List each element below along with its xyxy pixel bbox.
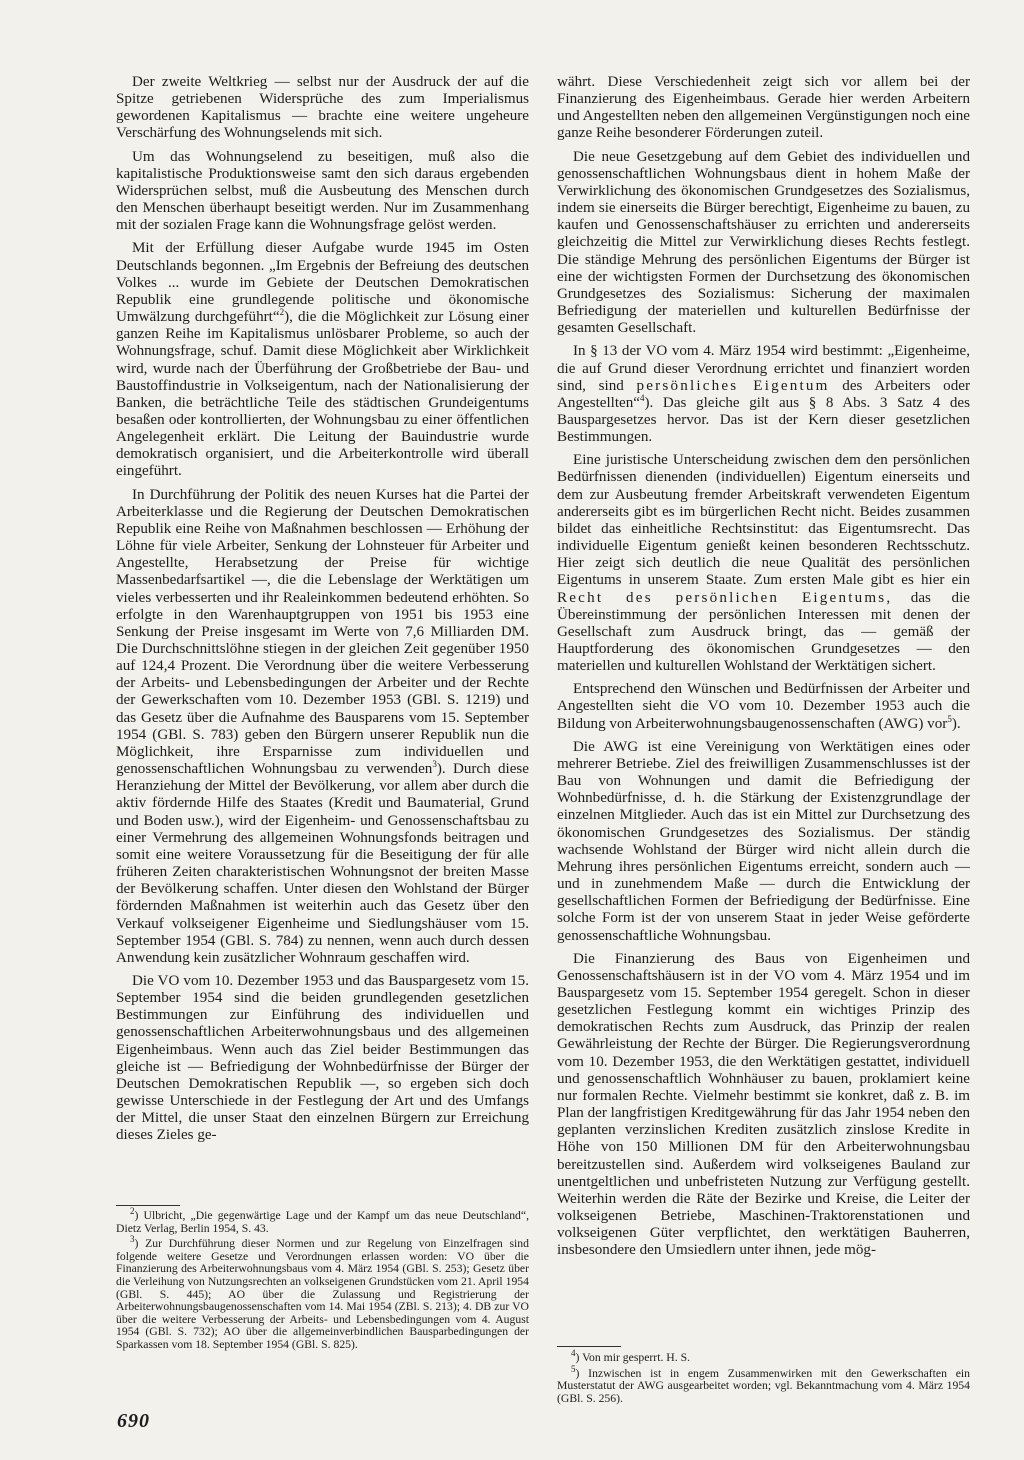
footnote-ref: 3 [432,759,437,770]
right-column [557,74,970,1265]
spaced-emphasis: persönliches Eigentum [636,377,830,394]
paragraph: In § 13 der VO vom 4. März 1954 wird bestimmt: „Eigenheime, die auf Grund dieser Verordnung errichtet und finanziert worden sind, sind persönliches Eigentum des Arbeiters oder Angestellten“$^4$). Das gleiche gilt aus § 8 Abs. 3 Satz 4 des Bauspargesetzes hervor. Das ist der Kern dieser gesetzlichen Bestimmungen. [557,343,971,446]
footnote-ref: 4 [640,392,645,403]
footnote-ref: 5 [947,713,952,724]
page-number: 690 [117,1410,150,1432]
footnote: $^5$) Inzwischen ist in engem Zusammenwirken mit den Gewerkschaften ein Musterstatut der AWG ausgearbeitet worden; vgl. Bekanntmachung vom 4. März 1954 (GBl. S. 256). [557,1363,970,1405]
footnote: $^4$) Von mir gesperrt. H. S. [571,1348,690,1364]
paragraph: Die AWG ist eine Vereinigung von Werktätigen eines oder mehrerer Betriebe. Ziel des freiwilligen Zusammenschlusses ist der Bau von Wohnungen und damit die Befriedigung der Wohnbedürfnisse, d. h. die Stärkung der Existenzgrundlage der einzelnen Mitglieder. Auch das ist ein Mittel zur Durchsetzung des ökonomischen Grundgesetzes des Sozialismus. Der ständig wachsende Wohlstand der Bürger wird nicht allein durch die Mehrung ihres persönlichen Eigentums erreicht, sondern auch — und in zunehmendem Maße — durch die Entwicklung der gesellschaftlichen Formen der Befriedigung der Bedürfnisse. Eine solche Form ist der von unserem Staat in jeder Weise geförderte genossenschaftliche Wohnungsbau. [557,738,970,944]
footnote-rule [116,1205,180,1206]
paragraph: Eine juristische Unterscheidung zwischen dem den persönlichen Bedürfnissen dienenden (individuellen) Eigentum einerseits und dem zur Ausbeutung fremder Arbeitskraft verwendeten Eigentum andererseits gibt es im bürgerlichen Recht nicht. Beides zusammen bildet das einheitliche Rechtsinstitut: das Eigentumsrecht. Das individuelle Eigentum genießt keinen besonderen Rechtsschutz. Hier zeigt sich deutlich die neue Qualität des persönlichen Eigentums in unserem Staate. Zum ersten Male gibt es hier ein Recht des persönlichen Eigentums, das die Übereinstimmung der persönlichen Interessen mit denen der Gesellschaft zum Ausdruck bringt, das — gemäß der Hauptforderung des ökonomischen Grundgesetzes — den materiellen und kulturellen Wohlstand der Werktätigen sichert. [557,452,970,675]
paragraph: Die Finanzierung des Baus von Eigenheimen und Genossenschaftshäusern ist in der VO vom 4. März 1954 und im Bauspargesetz vom 15. September 1954 geregelt. Schon in dieser gesetzlichen Festlegung kommt ein wichtiges Prinzip des demokratischen Rechts zum Ausdruck, das Prinzip der realen Gewährleistung der Rechte der Bürger. Die Regierungsverordnung vom 10. Dezember 1953, die den Werktätigen gestattet, individuell und genossenschaftlich Wohnhäuser zu bauen, proklamiert keine nur formalen Rechte. Vielmehr bestimmt sie konkret, daß z. B. im Plan der langfristigen Kreditgewährung für das Jahr 1954 neben den geplanten verzinslichen Krediten zusätzlich zinslose Kredite in Höhe von 150 Millionen DM für den Arbeiterwohnungsbau bereitzustellen sind. Außerdem wird volkseigenes Bauland zur unentgeltlichen und unbefristeten Nutzung zur Verfügung gestellt. Weiterhin werden die Räte der Bezirke und Kreise, die Leiter der volkseigenen Betriebe, Maschinen-Traktorenstationen und volkseigenen Güter verpflichtet, den werktätigen Bauherren, insbesondere den Umsiedlern unter ihnen, jede mög- [557,950,970,1259]
paragraph: In Durchführung der Politik des neuen Kurses hat die Partei der Arbeiterklasse und die Regierung der Deutschen Demokratischen Republik eine Reihe von Maßnahmen beschlossen — Erhöhung der Löhne für viele Arbeiter, Senkung der Lohnsteuer für Arbeiter und Angestellte, Herabsetzung der Preise für wichtige Massenbedarfsartikel —, die die Lebenslage der Werktätigen um vieles verbesserten und ihr Realeinkommen bedeutend erhöhten. So erfolgte in den Warenhauptgruppen von 1951 bis 1953 eine Senkung der Preise insgesamt im Werte von 7,6 Milliarden DM. Die Durchschnittslöhne stiegen in der gleichen Zeit gegenüber 1950 auf 124,4 Prozent. Die Verordnung über die weitere Verbesserung der Arbeits- und Lebensbedingungen der Arbeiter und der Rechte der Gewerkschaften vom 10. Dezember 1953 (GBl. S. 1219) und das Gesetz über die Aufnahme des Bausparens vom 15. September 1954 (GBl. S. 783) geben den Bürgern unserer Republik nun die Möglichkeit, ihre Ersparnisse zum individuellen und genossenschaftlichen Wohnungsbau zu verwenden$^3$). Durch diese Heranziehung der Mittel der Bevölkerung, vor allem aber durch die aktiv fördernde Hilfe des Staates (Kredit und Baumaterial, Grund und Boden usw.), wird der Eigenheim- und Genossenschaftsbau zu einer Vermehrung des allgemeinen Wohnungsfonds beitragen und somit eine weitere Voraussetzung für die Beseitigung der für alle früheren Zeiten charakteristischen Wohnungsnot der breiten Masse der Bevölkerung schaffen. Unter diesen den Wohlstand der Bürger fördernden Maßnahmen ist weiterhin auch das Gesetz über den Verkauf volkseigener Eigenheime und Siedlungshäuser vom 15. September 1954 (GBl. S. 784) zu nennen, wenn auch durch dessen Anwendung kein zusätzlicher Wohnraum geschaffen wird. [116,486,529,966]
paragraph: Entsprechend den Wünschen und Bedürfnissen der Arbeiter und Angestellten sieht die VO vom 10. Dezember 1953 auch die Bildung von Arbeiterwohnungsbaugenossenschaften (AWG) vor$^5$). [557,681,970,732]
footnote: $^2$) Ulbricht, „Die gegenwärtige Lage und der Kampf um das neue Deutschland“, Dietz Verlag, Berlin 1954, S. 43. [116,1206,529,1235]
footnote-ref: 2 [279,307,285,317]
spaced-emphasis: Recht des persönlichen Eigentums [557,589,887,606]
footnote-rule [557,1346,621,1347]
paragraph: Die VO vom 10. Dezember 1953 und das Bauspargesetz vom 15. September 1954 sind die beiden grundlegenden gesetzlichen Bestimmungen zur Einführung des individuellen und genossenschaftlichen Arbeiterwohnungsbaus und des allgemeinen Eigenheimbaus. Wenn auch das Ziel beider Bestimmungen das gleiche ist — Befriedigung der Wohnbedürfnisse der Bürger der Deutschen Demokratischen Republik —, so ergeben sich doch gewisse Unterschiede in der Festlegung der Art und des Umfangs der Mittel, die unser Staat den einzelnen Bürgern zur Erreichung dieses Zieles ge- [116,972,529,1144]
paragraph: Mit der Erfüllung dieser Aufgabe wurde 1945 im Osten Deutschlands begonnen. „Im Ergebnis der Befreiung des deutschen Volkes ... wurde im Gebiete der Deutschen Demokratischen Republik eine grundlegende politische und ökonomische Umwälzung durchgeführt“$^2$), die die Möglichkeit zur Lösung einer ganzen Reihe im Kapitalismus unlösbarer Probleme, so auch der Wohnungsfrage, schuf. Damit diese Möglichkeit aber Wirklichkeit wird, wurde nach der Überführung der Großbetriebe der Bau- und Baustoffindustrie in Volkseigentum, nach der Nationalisierung der Banken, die beträchtliche Teile des städtischen Grundeigentums besaßen oder kontrollierten, der Wohnungsbau zu einer öffentlichen Angelegenheit erklärt. Die Leitung der Bauindustrie wurde demokratisch organisiert, und die Arbeiterkontrolle wird überall eingeführt. [116,240,529,480]
paragraph: währt. Diese Verschiedenheit zeigt sich vor allem bei der Finanzierung des Eigenheimbaus. Gerade hier werden Arbeitern und Angestellten neben den allgemeinen Vergünstigungen noch eine ganze Reihe besonderer Förderungen zuteil. [557,74,970,142]
paragraph: Die neue Gesetzgebung auf dem Gebiet des individuellen und genossenschaftlichen Wohnungsbaus dient in hohem Maße der Verwirklichung des ökonomischen Grundgesetzes des Sozialismus, indem sie einerseits die Bürger berechtigt, Eigenheime zu bauen, zu kaufen und Genossenschaftshäuser zu errichten und andererseits gleichzeitig die Mittel zur Verwirklichung dieses Rechts festlegt. Die ständige Mehrung des persönlichen Eigentums der Bürger ist eine der wichtigsten Formen der Durchsetzung des ökonomischen Grundgesetzes des Sozialismus: Sicherung der maximalen Befriedigung der materiellen und kulturellen Bedürfnisse der gesamten Gesellschaft. [557,148,970,337]
footnotes-right [557,1348,970,1408]
footnote: $^3$) Zur Durchführung dieser Normen und zur Regelung von Einzelfragen sind folgende weitere Gesetze und Verordnungen erlassen worden: VO über die Finanzierung des Arbeiterwohnungsbaus vom 4. März 1954 (GBl. S. 253); Gesetz über die Verleihung von Nutzungsrechten an volkseigenen Grundstücken vom 21. April 1954 (GBl. S. 445); AO über die Zulassung und Registrierung der Arbeiterwohnungsbaugenossenschaften vom 14. Mai 1954 (ZBl. S. 213); 4. DB zur VO über die weitere Verbesserung der Arbeits- und Lebensbedingungen vom 4. August 1954 (GBl. S. 732); AO über die allgemeinverbindlichen Bausparbedingungen der Sparkassen vom 18. September 1954 (GBl. S. 825). [116,1234,529,1351]
paragraph: Der zweite Weltkrieg — selbst nur der Ausdruck der auf die Spitze getriebenen Widersprüche des zum Imperialismus gewordenen Kapitalismus — brachte eine weitere ungeheure Verschärfung des Wohnungselends mit sich. [116,74,529,142]
footnotes-left [116,1206,529,1355]
left-column [116,74,529,1151]
paragraph: Um das Wohnungselend zu beseitigen, muß also die kapitalistische Produktionsweise samt den sich daraus ergebenden Widersprüchen selbst, muß die Ausbeutung des Menschen durch den Menschen überhaupt beseitigt werden. Nur im Zusammenhang mit der sozialen Frage kann die Wohnungsfrage gelöst werden. [116,148,529,234]
